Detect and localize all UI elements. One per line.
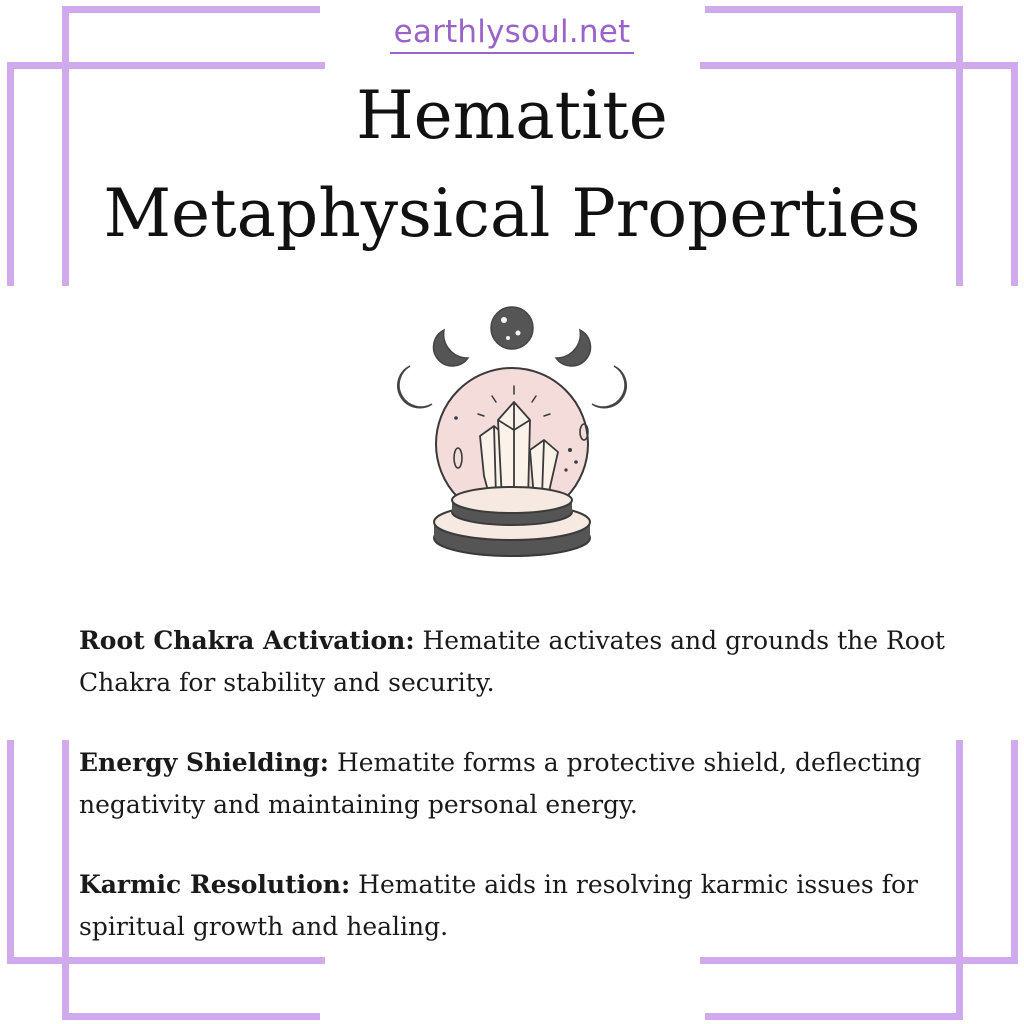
frame-bar-bottom-left-vertical	[62, 740, 69, 1020]
frame-bar-top-left-outer-horizontal	[7, 62, 325, 69]
property-item-karmic-resolution	[79, 864, 979, 948]
crystal-ball-with-moon-phases-icon	[382, 300, 642, 565]
crystal-ball-stand	[434, 487, 590, 556]
property-text: Hematite aids in resolving karmic issues for spiritual growth and healing.	[79, 870, 918, 941]
frame-bar-bottom-right-outer-vertical	[1011, 740, 1018, 964]
property-heading: Energy Shielding:	[79, 748, 330, 777]
frame-bar-bottom-left-horizontal	[62, 1013, 320, 1020]
logo-underline	[390, 52, 635, 54]
property-item-root-chakra	[79, 620, 979, 704]
page-title-line-1: Hematite	[356, 77, 668, 154]
logo-text: earthlysoul.net	[393, 14, 631, 50]
properties-list	[79, 620, 979, 986]
frame-bar-top-right-outer-horizontal	[700, 62, 1018, 69]
frame-bar-bottom-left-outer-vertical	[7, 740, 14, 964]
site-logo[interactable]	[0, 14, 1024, 54]
frame-bar-top-right-horizontal	[705, 6, 963, 13]
frame-bar-top-left-horizontal	[62, 6, 320, 13]
frame-bar-bottom-right-horizontal	[705, 1013, 963, 1020]
property-text: Hematite forms a protective shield, deflecting negativity and maintaining personal energy.	[79, 748, 922, 819]
page-title-line-2: Metaphysical Properties	[103, 175, 921, 252]
property-text: Hematite activates and grounds the Root Chakra for stability and security.	[79, 626, 945, 697]
logo-text-wrap	[390, 14, 635, 54]
property-heading: Root Chakra Activation:	[79, 626, 415, 655]
property-item-energy-shielding	[79, 742, 979, 826]
property-heading: Karmic Resolution:	[79, 870, 351, 899]
